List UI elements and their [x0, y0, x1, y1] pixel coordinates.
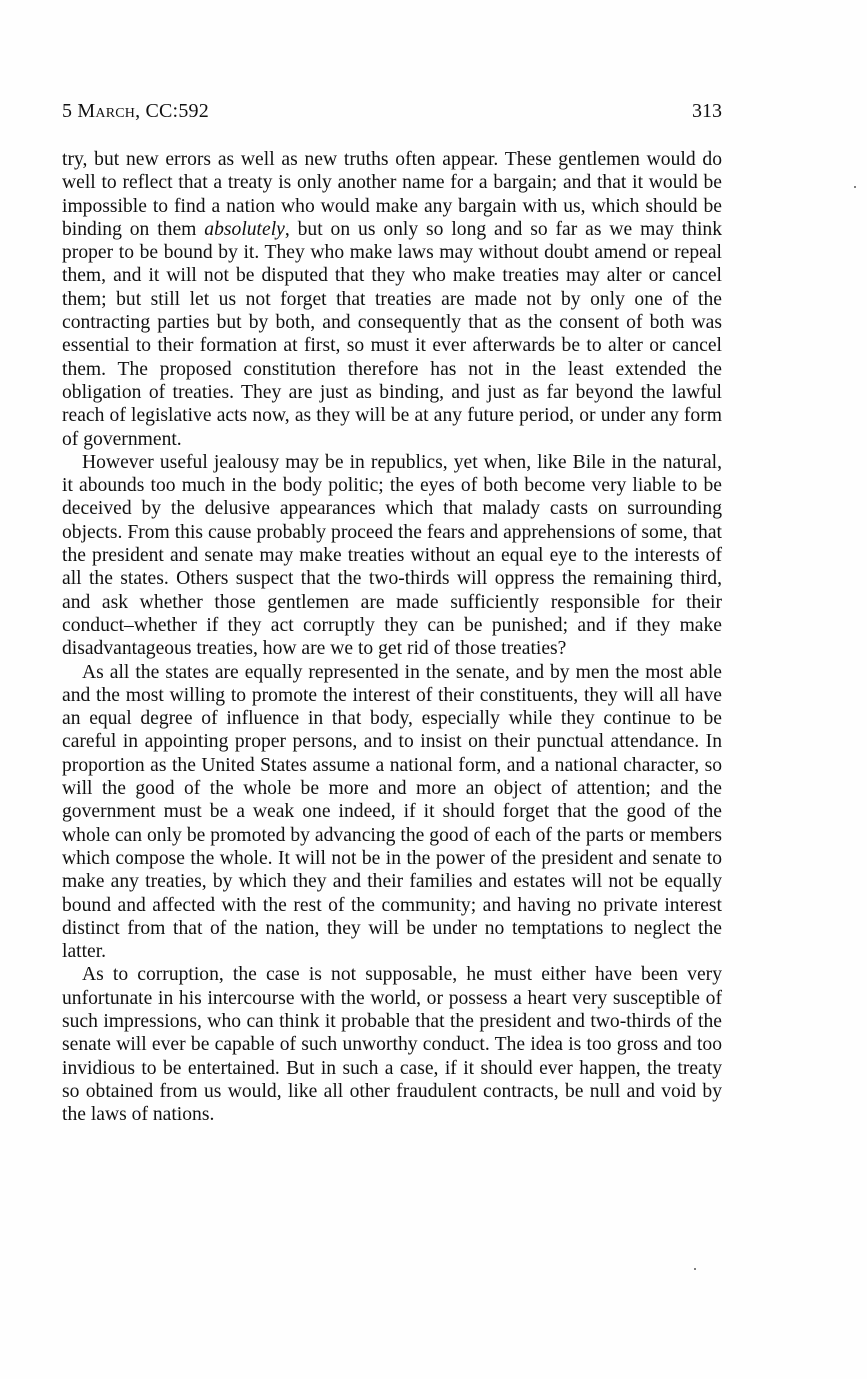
paragraph-2: However useful jealousy may be in republics, yet when, like Bile in the natural, it abounds too much in the body politic; the eyes of both become very liable to be deceived by the delusive appearances which that malady casts on surrounding objects. From this cause probably proceed the fears and apprehensions of some, that the president and senate may make treaties without an equal eye to the interests of all the states. Others suspect that the two-thirds will oppress the remaining third, and ask whether those gentlemen are made sufficiently responsible for their conduct–whether if they act corruptly they can be punished; and if they make disadvantageous treaties, how are we to get rid of those treaties? [62, 451, 722, 660]
page-number: 313 [692, 100, 722, 122]
running-head [62, 98, 722, 124]
scan-speck [854, 186, 856, 188]
scan-speck [694, 1268, 696, 1270]
body-text [62, 148, 722, 1126]
paragraph-3: As all the states are equally represented in the senate, and by men the most able and the most willing to promote the interest of their constituents, they will all have an equal degree of influence in that body, especially while they continue to be careful in appointing proper persons, and to insist on their punctual attendance. In proportion as the United States assume a national form, and a national character, so will the good of the whole be more and more an object of attention; and the government must be a weak one indeed, if it should forget that the good of the whole can only be promoted by advancing the good of each of the parts or members which compose the whole. It will not be in the power of the president and senate to make any treaties, by which they and their families and estates will not be equally bound and affected with the rest of the community; and having no private interest distinct from that of the nation, they will be under no temptations to neglect the latter. [62, 661, 722, 963]
paragraph-1-text-before: try, but new errors as well as new truths often appear. These gentlemen would do well to reflect that a treaty is only another name for a bargain; and that it would be impossible to find a nation who would make any bargain with us, which should be binding on them [62, 149, 722, 240]
paragraph-1 [62, 148, 722, 451]
paragraph-4: As to corruption, the case is not supposable, he must either have been very unfortunate in his intercourse with the world, or possess a heart very susceptible of such impressions, who can think it probable that the president and two-thirds of the senate will ever be capable of such unworthy conduct. The idea is too gross and too invidious to be entertained. But in such a case, if it should ever happen, the treaty so obtained from us would, like all other fraudulent contracts, be null and void by the laws of nations. [62, 964, 722, 1126]
running-head-date-reference: 5 March, CC:592 [62, 100, 209, 122]
emphasis-absolutely: absolutely [204, 218, 285, 240]
paragraph-1-text-after: , but on us only so long and so far as we may think proper to be bound by it. They who make laws may without doubt amend or repeal them, and it will not be disputed that they who make treaties may alter or cancel them; but still let us not forget that treaties are made not by only one of the contracting parties but by both, and consequently that as the consent of both was essential to their formation at first, so must it ever afterwards be to alter or cancel them. The proposed constitution therefore has not in the least extended the obligation of treaties. They are just as binding, and just as far beyond the lawful reach of legislative acts now, as they will be at any future period, or under any form of government. [62, 218, 722, 450]
